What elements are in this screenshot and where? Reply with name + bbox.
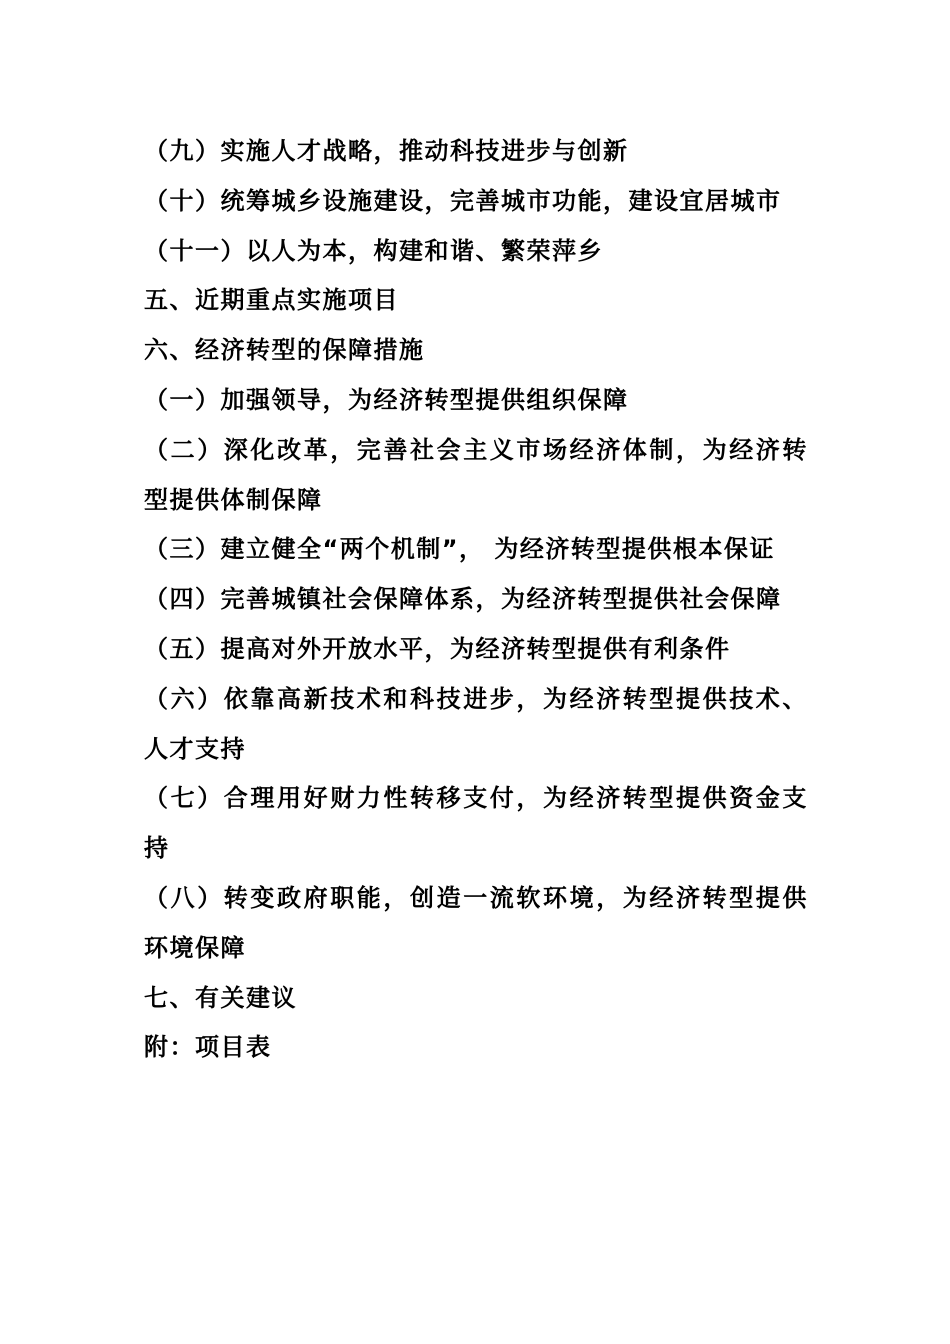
section-heading-7: 七、有关建议 — [144, 983, 297, 1012]
measure-item-6: （六）依靠高新技术和科技进步，为经济转型提供技术、 — [144, 684, 809, 713]
section-heading-6: 六、经济转型的保障措施 — [144, 336, 425, 365]
section-heading-5: 五、近期重点实施项目 — [144, 286, 399, 315]
outline-item-9: （九）实施人才战略，推动科技进步与创新 — [144, 137, 629, 165]
measure-item-6-continued: 人才支持 — [144, 734, 246, 763]
measure-item-2: （二）深化改革，完善社会主义市场经济体制，为经济转 — [144, 435, 809, 464]
measure-item-2-continued: 型提供体制保障 — [144, 485, 323, 514]
measure-item-3: （三）建立健全“两个机制”， 为经济转型提供根本保证 — [144, 535, 775, 564]
measure-item-7: （七）合理用好财力性转移支付，为经济转型提供资金支 — [144, 784, 809, 813]
measure-item-4: （四）完善城镇社会保障体系，为经济转型提供社会保障 — [144, 585, 782, 614]
measure-item-1: （一）加强领导，为经济转型提供组织保障 — [144, 385, 629, 414]
outline-list — [144, 127, 814, 1073]
measure-item-8: （八）转变政府职能，创造一流软环境，为经济转型提供 — [144, 883, 809, 912]
measure-item-5: （五）提高对外开放水平，为经济转型提供有利条件 — [144, 634, 731, 663]
measure-item-7-continued: 持 — [144, 834, 170, 863]
appendix-heading: 附：项目表 — [144, 1033, 272, 1062]
outline-item-10: （十）统筹城乡设施建设，完善城市功能，建设宜居城市 — [144, 186, 782, 215]
outline-item-11: （十一）以人为本，构建和谐、繁荣萍乡 — [144, 236, 603, 265]
measure-item-8-continued: 环境保障 — [144, 933, 246, 962]
